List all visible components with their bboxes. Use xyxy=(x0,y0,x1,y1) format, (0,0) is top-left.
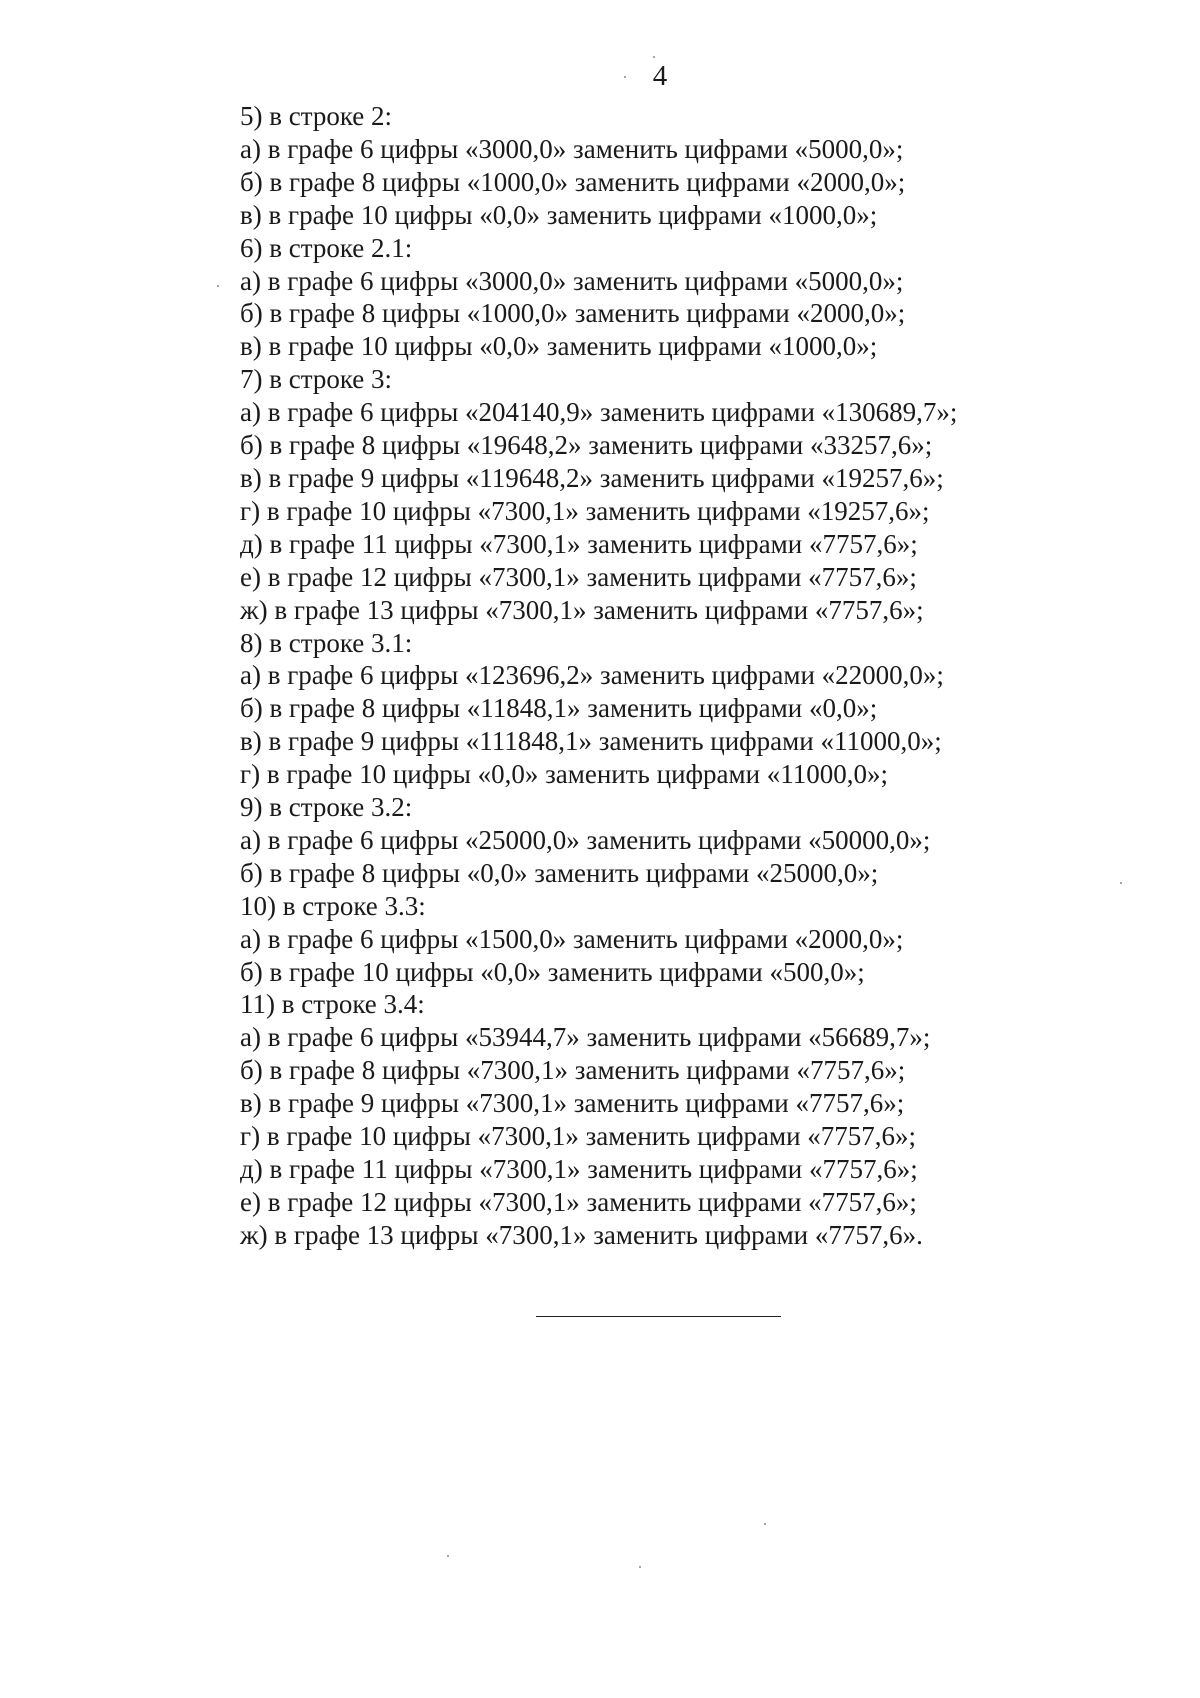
scan-speck xyxy=(217,285,219,287)
amendment-item: ж) в графе 13 цифры «7300,1» заменить цифрами «7757,6»; xyxy=(240,594,924,625)
amendment-item: а) в графе 6 цифры «25000,0» заменить цифрами «50000,0»; xyxy=(240,824,931,855)
amendment-item: а) в графе 6 цифры «3000,0» заменить цифрами «5000,0»; xyxy=(240,133,904,164)
amendment-item: д) в графе 11 цифры «7300,1» заменить цифрами «7757,6»; xyxy=(240,528,918,559)
amendment-item: а) в графе 6 цифры «1500,0» заменить цифрами «2000,0»; xyxy=(240,923,904,954)
section-heading-row-2-1: 6) в строке 2.1: xyxy=(240,232,413,263)
section-heading-row-3-2: 9) в строке 3.2: xyxy=(240,792,413,823)
section-heading-row-3-1: 8) в строке 3.1: xyxy=(240,627,413,658)
amendment-item: б) в графе 8 цифры «1000,0» заменить цифрами «2000,0»; xyxy=(240,298,906,329)
amendment-item: б) в графе 8 цифры «7300,1» заменить цифрами «7757,6»; xyxy=(240,1055,906,1086)
amendment-item: г) в графе 10 цифры «0,0» заменить цифрами «11000,0»; xyxy=(240,759,889,790)
amendment-item: б) в графе 8 цифры «19648,2» заменить цифрами «33257,6»; xyxy=(240,430,933,461)
scan-speck xyxy=(1120,882,1122,884)
section-heading-row-3-4: 11) в строке 3.4: xyxy=(240,989,425,1020)
scan-speck xyxy=(764,1523,766,1525)
amendment-item: в) в графе 9 цифры «111848,1» заменить цифрами «11000,0»; xyxy=(240,726,942,757)
amendment-item: а) в графе 6 цифры «204140,9» заменить цифрами «130689,7»; xyxy=(240,397,958,428)
scan-speck xyxy=(639,1566,641,1568)
amendment-item: б) в графе 8 цифры «0,0» заменить цифрами «25000,0»; xyxy=(240,857,879,888)
amendment-list xyxy=(240,100,1060,1252)
amendment-item: в) в графе 10 цифры «0,0» заменить цифрами «1000,0»; xyxy=(240,331,878,362)
amendment-item: е) в графе 12 цифры «7300,1» заменить цифрами «7757,6»; xyxy=(240,1186,917,1217)
page-number: 4 xyxy=(652,60,668,92)
amendment-item: ж) в графе 13 цифры «7300,1» заменить цифрами «7757,6». xyxy=(240,1219,923,1250)
amendment-item: б) в графе 10 цифры «0,0» заменить цифрами «500,0»; xyxy=(240,956,865,987)
amendment-item: в) в графе 9 цифры «119648,2» заменить цифрами «19257,6»; xyxy=(240,462,944,493)
scan-speck xyxy=(447,1555,449,1557)
amendment-item: г) в графе 10 цифры «7300,1» заменить цифрами «7757,6»; xyxy=(240,1121,917,1152)
amendment-item: д) в графе 11 цифры «7300,1» заменить цифрами «7757,6»; xyxy=(240,1154,918,1184)
end-of-document-rule xyxy=(536,1316,781,1317)
amendment-item: а) в графе 6 цифры «123696,2» заменить цифрами «22000,0»; xyxy=(240,660,944,691)
amendment-item: г) в графе 10 цифры «7300,1» заменить цифрами «19257,6»; xyxy=(240,495,930,526)
amendment-item: в) в графе 10 цифры «0,0» заменить цифрами «1000,0»; xyxy=(240,199,878,230)
amendment-item: е) в графе 12 цифры «7300,1» заменить цифрами «7757,6»; xyxy=(240,561,917,592)
amendment-item: а) в графе 6 цифры «3000,0» заменить цифрами «5000,0»; xyxy=(240,265,904,296)
section-heading-row-3-3: 10) в строке 3.3: xyxy=(240,890,426,921)
section-heading-row-2: 5) в строке 2: xyxy=(240,101,393,131)
amendment-item: б) в графе 8 цифры «11848,1» заменить цифрами «0,0»; xyxy=(240,693,878,724)
section-heading-row-3: 7) в строке 3: xyxy=(240,364,393,395)
amendment-item: в) в графе 9 цифры «7300,1» заменить цифрами «7757,6»; xyxy=(240,1088,905,1119)
amendment-item: а) в графе 6 цифры «53944,7» заменить цифрами «56689,7»; xyxy=(240,1022,931,1053)
amendment-item: б) в графе 8 цифры «1000,0» заменить цифрами «2000,0»; xyxy=(240,166,906,197)
scan-speck xyxy=(653,56,655,58)
scan-speck xyxy=(624,76,626,78)
